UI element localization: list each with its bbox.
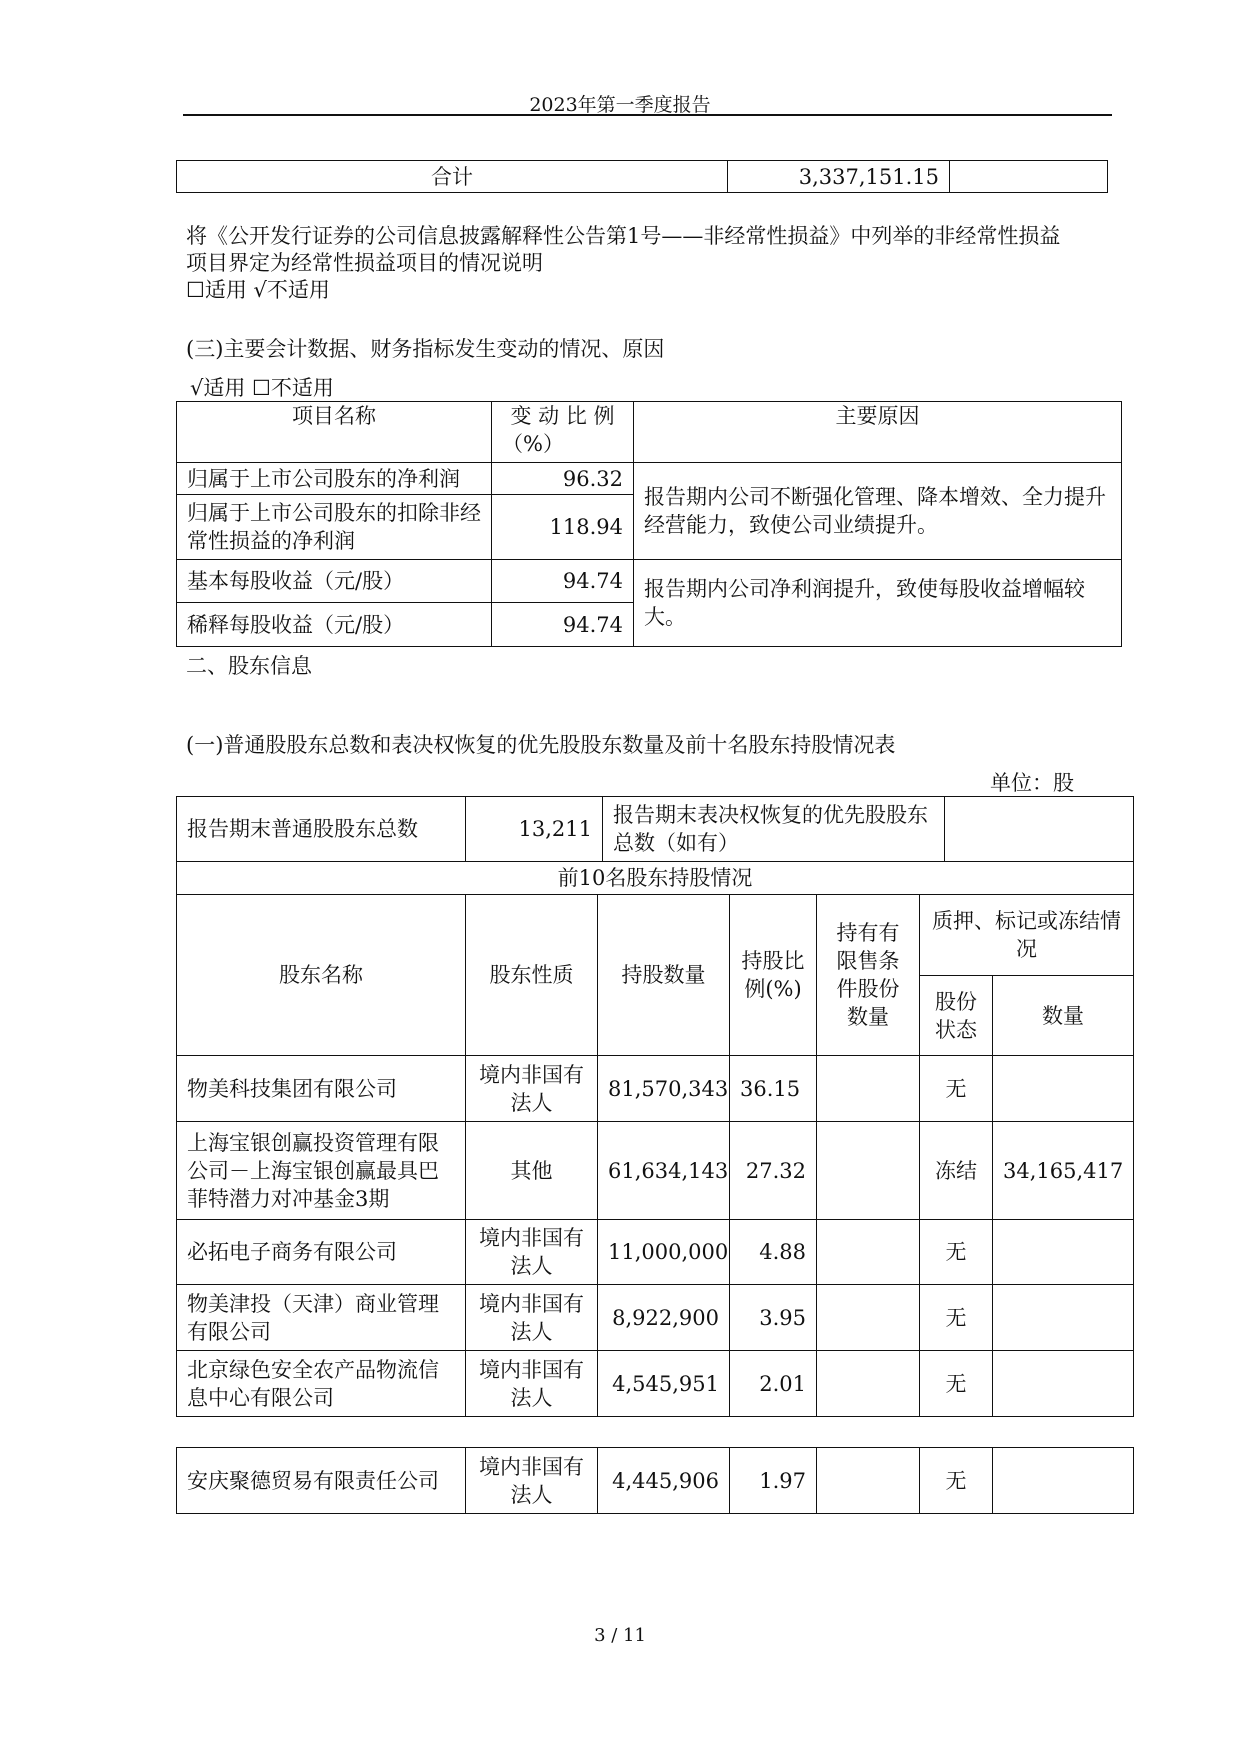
change-item: 基本每股收益（元/股）	[177, 560, 492, 603]
col-holder-name: 股东名称	[177, 895, 466, 1056]
holder-pledge-quantity	[993, 1351, 1134, 1417]
holder-name: 物美津投（天津）商业管理有限公司	[177, 1285, 466, 1351]
holder-pledge-quantity: 34,165,417	[993, 1122, 1134, 1220]
header-change-ratio-line1: 变 动 比 例	[510, 404, 615, 428]
page-number: 3 / 11	[594, 1625, 646, 1646]
table-row	[177, 1351, 1134, 1417]
holder-shares: 11,000,000	[598, 1220, 730, 1285]
holder-ratio: 4.88	[730, 1220, 817, 1285]
holder-restricted	[817, 1122, 920, 1220]
page-header-title: 2023年第一季度报告	[529, 94, 711, 116]
change-ratio: 94.74	[492, 603, 634, 647]
section3-title: (三)主要会计数据、财务指标发生变动的情况、原因	[186, 337, 665, 361]
holder-pledge-status: 无	[920, 1448, 993, 1514]
preferred-holders-value	[945, 797, 1134, 862]
change-item: 归属于上市公司股东的扣除非经常性损益的净利润	[177, 495, 492, 560]
holder-shares: 4,545,951	[598, 1351, 730, 1417]
table-row	[177, 1220, 1134, 1285]
col-pledge-group: 质押、标记或冻结情况	[920, 895, 1134, 976]
nonrecurring-note-line2: 项目界定为经常性损益项目的情况说明	[186, 251, 543, 275]
total-table	[176, 160, 1108, 193]
change-item: 稀释每股收益（元/股）	[177, 603, 492, 647]
changes-table	[176, 401, 1122, 647]
holder-restricted	[817, 1448, 920, 1514]
col-pledge-status: 股份状态	[920, 976, 993, 1056]
change-reason: 报告期内公司不断强化管理、降本增效、全力提升经营能力，致使公司业绩提升。	[634, 463, 1122, 560]
holder-name: 北京绿色安全农产品物流信息中心有限公司	[177, 1351, 466, 1417]
header-divider	[183, 114, 1112, 116]
top10-shareholders-table	[176, 861, 1134, 1417]
change-reason: 报告期内公司净利润提升，致使每股收益增幅较大。	[634, 560, 1122, 647]
shareholders-section-title: 二、股东信息	[186, 654, 312, 678]
holder-restricted	[817, 1220, 920, 1285]
holder-restricted	[817, 1351, 920, 1417]
holder-nature: 境内非国有法人	[466, 1351, 598, 1417]
holder-ratio: 1.97	[730, 1448, 817, 1514]
col-holder-nature: 股东性质	[466, 895, 598, 1056]
holder-restricted	[817, 1285, 920, 1351]
holder-nature: 境内非国有法人	[466, 1056, 598, 1122]
holder-nature: 境内非国有法人	[466, 1448, 598, 1514]
table-row	[177, 1285, 1134, 1351]
preferred-holders-label: 报告期末表决权恢复的优先股股东总数（如有）	[603, 797, 945, 862]
holder-ratio: 2.01	[730, 1351, 817, 1417]
holder-shares: 81,570,343	[598, 1056, 730, 1122]
holder-pledge-quantity	[993, 1220, 1134, 1285]
change-ratio: 94.74	[492, 560, 634, 603]
holder-name: 物美科技集团有限公司	[177, 1056, 466, 1122]
holder-pledge-status: 无	[920, 1351, 993, 1417]
nonrecurring-note-line1: 将《公开发行证券的公司信息披露解释性公告第1号——非经常性损益》中列举的非经常性损益	[186, 224, 1061, 248]
holder-pledge-quantity	[993, 1056, 1134, 1122]
holder-pledge-quantity	[993, 1285, 1134, 1351]
unit-label: 单位：股	[990, 771, 1074, 795]
total-note	[950, 161, 1108, 193]
table-row	[177, 1056, 1134, 1122]
header-change-ratio-line2: （%）	[502, 432, 564, 456]
holder-pledge-quantity	[993, 1448, 1134, 1514]
holder-pledge-status: 无	[920, 1056, 993, 1122]
holder-shares: 4,445,906	[598, 1448, 730, 1514]
holder-shares: 8,922,900	[598, 1285, 730, 1351]
holder-pledge-status: 无	[920, 1220, 993, 1285]
total-label: 合计	[177, 161, 728, 193]
table-row	[177, 1448, 1134, 1514]
change-item: 归属于上市公司股东的净利润	[177, 463, 492, 495]
total-value: 3,337,151.15	[728, 161, 950, 193]
holder-pledge-status: 冻结	[920, 1122, 993, 1220]
change-ratio: 96.32	[492, 463, 634, 495]
shareholders-subtitle: (一)普通股股东总数和表决权恢复的优先股股东数量及前十名股东持股情况表	[186, 733, 896, 757]
header-item-name: 项目名称	[177, 402, 492, 463]
holder-pledge-status: 无	[920, 1285, 993, 1351]
holder-shares: 61,634,143	[598, 1122, 730, 1220]
header-change-ratio	[492, 402, 634, 463]
col-ratio: 持股比例(%)	[730, 895, 817, 1056]
top10-shareholders-continued-table	[176, 1447, 1134, 1514]
nonrecurring-applicability: ☐适用 √不适用	[186, 278, 330, 302]
section3-applicability: √适用 ☐不适用	[190, 376, 334, 400]
holder-name: 必拓电子商务有限公司	[177, 1220, 466, 1285]
col-shares: 持股数量	[598, 895, 730, 1056]
shareholder-summary-table	[176, 796, 1134, 862]
holder-restricted	[817, 1056, 920, 1122]
total-holders-label: 报告期末普通股股东总数	[177, 797, 466, 862]
holder-nature: 境内非国有法人	[466, 1285, 598, 1351]
total-holders-value: 13,211	[466, 797, 603, 862]
holder-name: 上海宝银创赢投资管理有限公司－上海宝银创赢最具巴菲特潜力对冲基金3期	[177, 1122, 466, 1220]
holder-ratio: 3.95	[730, 1285, 817, 1351]
change-ratio: 118.94	[492, 495, 634, 560]
holder-ratio: 27.32	[730, 1122, 817, 1220]
col-pledge-quantity: 数量	[993, 976, 1134, 1056]
col-restricted-shares: 持有有限售条件股份数量	[817, 895, 920, 1056]
table-row	[177, 1122, 1134, 1220]
header-main-reason: 主要原因	[634, 402, 1122, 463]
holder-name: 安庆聚德贸易有限责任公司	[177, 1448, 466, 1514]
top10-title: 前10名股东持股情况	[177, 862, 1134, 895]
holder-ratio: 36.15	[730, 1056, 817, 1122]
holder-nature: 境内非国有法人	[466, 1220, 598, 1285]
holder-nature: 其他	[466, 1122, 598, 1220]
